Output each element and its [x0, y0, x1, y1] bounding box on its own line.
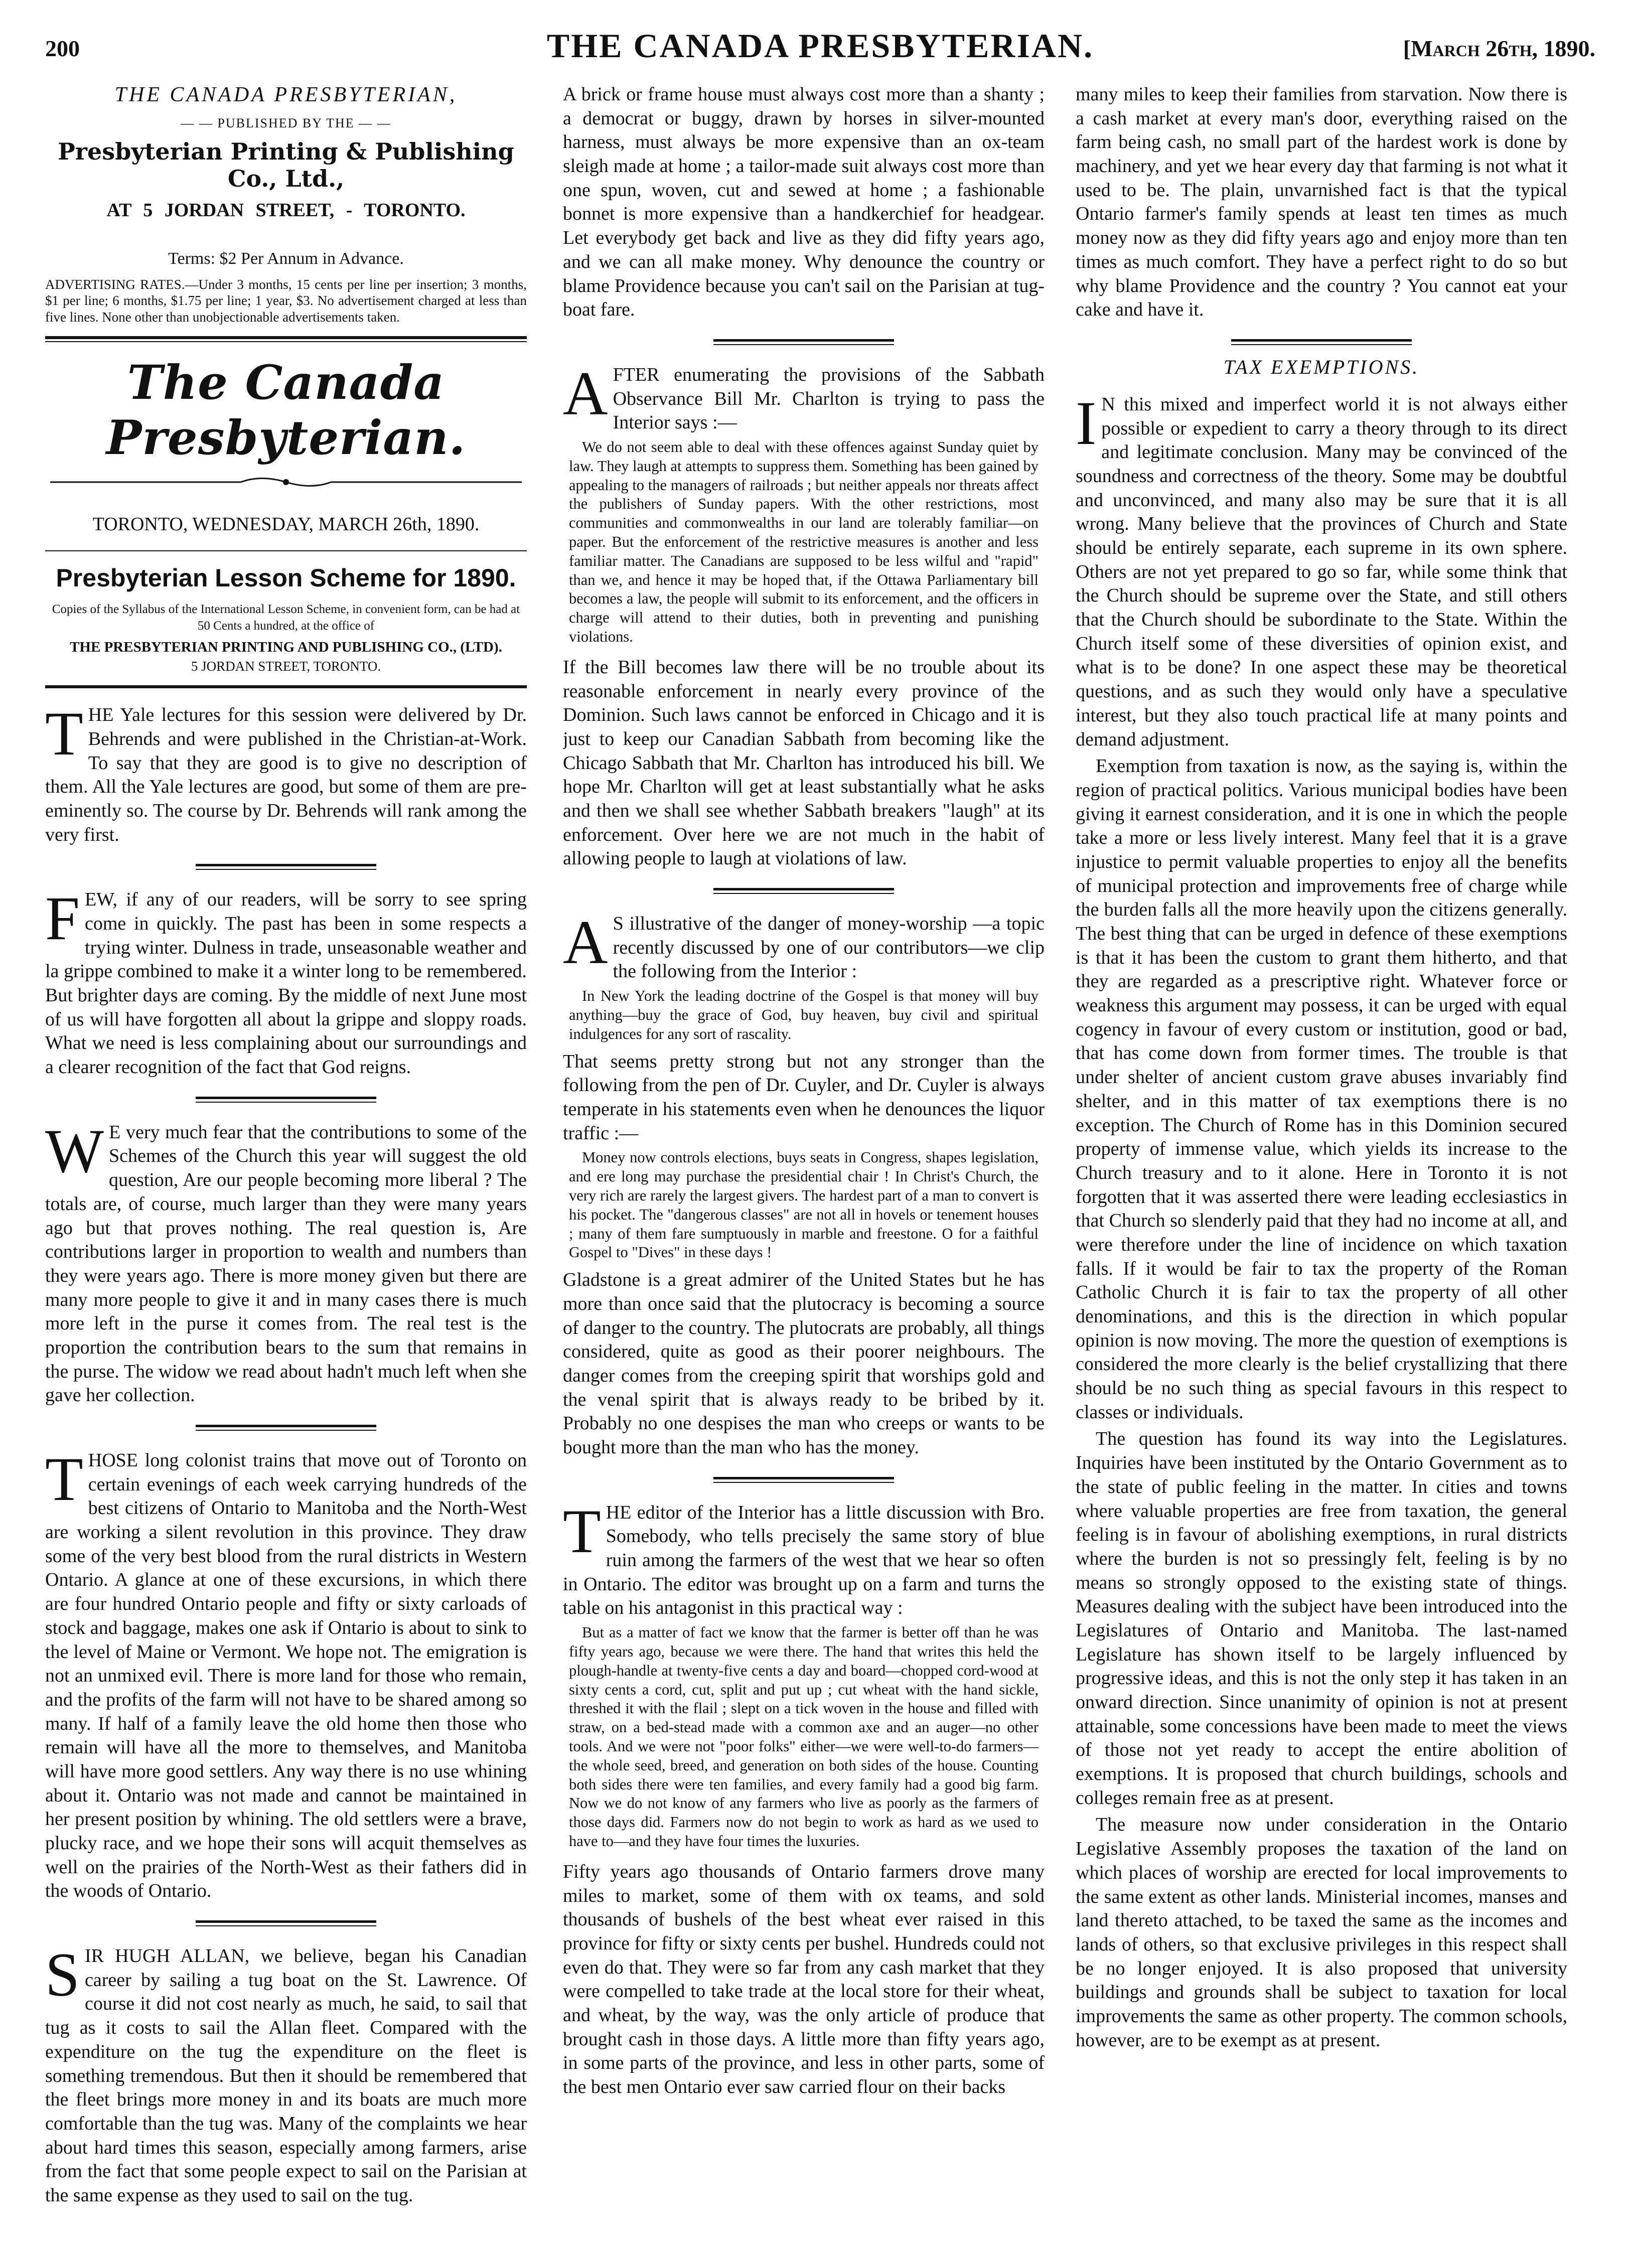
drop-cap: T — [563, 1496, 601, 1566]
quoted-passage: We do not seem able to deal with these offences against Sunday quiet by law. They laugh at attempts to suppress them. Something has been gained by appealing to the managers of railroads ; but neither appeals nor threats affect the publishers of Sunday papers. With the other restrictions, most communities and commonwealths in our land are tolerably familiar—on paper. But the enforcement of the restrictive measures is another and less familiar matter. The Canadians are supposed to be less wilful and "rapid" than we, and hence it may be hoped that, if the Ottawa Parliamentary bill becomes a law, the people will submit to its enforcement, and the officers in charge will attend to their duties, both in preventing and punishing violations. — [569, 438, 1039, 646]
separator — [196, 1920, 376, 1926]
article-text: Fifty years ago thousands of Ontario farmers drove many miles to market, some of them with ox teams, and sold thousands of bushels of the best wheat ever raised in this province for fifty or sixty cents per bushel. Hundreds could not even do that. They were so far from any cash market that they were compelled to take trade at the local store for their wheat, and wheat, by the way, was the only article of produce that brought cash in those days. A little more than fifty years ago, in some parts of the province, and less in other parts, some of the best men Ontario ever saw carried flour on their backs — [563, 1861, 1045, 2098]
masthead-title: THE CANADA PRESBYTERIAN, — [114, 83, 458, 106]
article-paragraph: The question has found its way into the Legislatures. Inquiries have been instituted by the Ontario Government as to the state of public feeling in the matter. In cities and towns where valuable properties are free from taxation, the general feeling is in favour of abolishing exemptions, in rural districts where the burden is not so pressingly felt, feeling is by no means so strongly opposed to the existing state of things. Measures dealing with the subject have been introduced into the Legislatures of Ontario and Manitoba. The last-named Legislature has shown itself to be largely influenced by progressive ideas, and this is not the only step it has taken in an onward direction. Since unanimity of opinion is not at present attainable, some concessions have been made to meet the views of those not yet ready to accept the entire abolition of exemptions. It is proposed that church buildings, schools and colleges remain free as at present. — [1076, 1428, 1567, 1808]
rule — [45, 685, 527, 688]
masthead-published-by: — — PUBLISHED BY THE — — — [181, 116, 391, 130]
article-hugh-allan-continued: A brick or frame house must always cost more than a shanty ; a democrat or buggy, drawn by horses in silver-mounted harness, must always be more expensive than an ox-team sleigh made at home ; a tailor-made suit always cost more than one spun, woven, cut and sewed at home ; a fashionable bonnet is more expensive than a handkerchief for headgear. Let everybody get back and live as they did fifty years ago, and we can all make money. Why denounce the country or blame Providence because you can't sail on the Parisian at tug-boat fare. — [563, 84, 1045, 321]
article-intro: FTER enumerating the provisions of the Sabbath Observance Bill Mr. Charlton is trying to pass the Interior says :— — [613, 364, 1045, 433]
drop-cap: S — [45, 1940, 80, 2010]
drop-cap: I — [1076, 388, 1097, 458]
article-yale-lectures — [45, 699, 527, 847]
article-intro: HE editor of the Interior has a little discussion with Bro. Somebody, who tells precisely the same story of blue ruin among the farmers of the west that we hear so often in Ontario. The editor was brought up on a farm and turns the table on his antagonist in this practical way : — [563, 1501, 1045, 1619]
article-paragraph: The measure now under consideration in the Ontario Legislative Assembly proposes the taxation of the land on which places of worship are erected for local improvements to the same extent as other lands. Ministerial incomes, manses and land thereto attached, to be taxed the same as the incomes and lands of others, so that exclusive privileges in this respect shall be no longer enjoyed. It is also proposed that university buildings and grounds shall be subject to taxation for local improvements the same as other property. The common schools, however, are to be exempt as at present. — [1076, 1814, 1567, 2051]
page-number: 200 — [45, 36, 80, 61]
section-heading: TAX EXEMPTIONS. — [1223, 355, 1420, 378]
masthead — [45, 83, 527, 688]
article-interior-farmers-continued: many miles to keep their families from starvation. Now there is a cash market at every man's door, everything raised on the farm being cash, no small part of the hardest work is done by machinery, and yet we hear every day that farming is not what it used to be. The plain, unvarnished fact is that the typical Ontario farmer's family spends at least ten times as much money now as they did fifty years ago and enjoy more than ten times as much comfort. They have a perfect right to do so but why blame Providence and the country ? You cannot eat your cake and have it. — [1076, 84, 1567, 321]
rule — [45, 341, 527, 342]
drop-cap: A — [563, 908, 608, 977]
rule — [45, 550, 527, 551]
quoted-passage: In New York the leading doctrine of the Gospel is that money will buy anything—buy the grace of God, buy heaven, buy civil and spiritual indulgences for any sort of rascality. — [569, 987, 1039, 1042]
article-text: EW, if any of our readers, will be sorry to see spring come in quickly. The past has been in some respects a trying winter. Dulness in trade, unseasonable weather and la grippe combined to make it a winter long to be remembered. But brighter days are coming. By the middle of next June most of us will have forgotten all about la grippe and sloppy roads. What we need is less complaining about our surroundings and a clearer recognition of the fact that God reigns. — [45, 889, 527, 1078]
drop-cap: T — [45, 699, 83, 769]
separator — [196, 864, 376, 870]
separator — [196, 1425, 376, 1431]
lesson-scheme-address: 5 JORDAN STREET, TORONTO. — [191, 659, 381, 674]
separator — [1231, 339, 1412, 345]
separator — [196, 1097, 376, 1103]
article-hugh-allan — [45, 1940, 527, 2208]
nameplate: The Canada Presbyterian. — [106, 355, 466, 466]
rule — [45, 336, 527, 339]
article-text: HE Yale lectures for this session were delivered by Dr. Behrends and were published in the Christian-at-Work. To say that they are good is to give no description of them. All the Yale lectures are good, but some of them are pre-eminently so. The course by Dr. Behrends will rank among the very first. — [45, 704, 527, 845]
lesson-scheme-company: THE PRESBYTERIAN PRINTING AND PUBLISHING CO., (LTD). — [70, 639, 502, 656]
issue-date: [March 26th, 1890. — [1403, 36, 1595, 61]
running-title: THE CANADA PRESBYTERIAN. — [546, 27, 1094, 65]
lesson-scheme-text: Copies of the Syllabus of the International Lesson Scheme, in convenient form, can be had at 50 Cents a hundred, at the office of — [52, 602, 520, 633]
quoted-passage: But as a matter of fact we know that the farmer is better off than he was fifty years ago, because we were there. The hand that writes this held the plough-handle at twenty-five cents a day and board—chopped cord-wood at sixty cents a cord, cut, split and put up ; cut wheat with the hand sickle, threshed it with the flail ; slept on a tick woven in the house and filled with straw, on a bed-stead made with a common axe and an auger—no other tools. And we were not "poor folks" either—we were well-to-do farmers—the whole seed, breed, and generation on both sides of the house. Counting both sides there were ten families, and every family had a good big farm. Now we do not know of any farmers who live as poorly as the farmers of those days did. Farmers now do not begin to work as hard as we used to have to—and they have four times the luxuries. — [569, 1624, 1039, 1850]
article-money-worship — [563, 908, 1045, 984]
article-contributions — [45, 1116, 527, 1408]
column-left — [45, 83, 527, 2255]
drop-cap: F — [45, 884, 80, 953]
masthead-company: Presbyterian Printing & Publishing Co., Ltd., — [58, 138, 514, 192]
separator — [713, 339, 894, 345]
drop-cap: W — [45, 1116, 104, 1185]
masthead-address: AT 5 JORDAN STREET, - TORONTO. — [106, 200, 466, 221]
article-spring — [45, 884, 527, 1080]
article-colonist-trains — [45, 1445, 527, 1903]
advertising-rates: ADVERTISING RATES.—Under 3 months, 15 cents per line per insertion; 3 months, $1 per line; 6 months, $1.75 per line; 1 year, $3. No advertisement charged at less than five lines. None other than unobjectionable advertisements taken. — [45, 277, 527, 325]
masthead-terms: Terms: $2 Per Annum in Advance. — [168, 249, 404, 268]
drop-cap: A — [563, 359, 608, 428]
article-interior-farmers — [563, 1496, 1045, 1620]
dateline: TORONTO, WEDNESDAY, MARCH 26th, 1890. — [92, 514, 480, 535]
drop-cap: T — [45, 1445, 83, 1514]
lesson-scheme-title: Presbyterian Lesson Scheme for 1890. — [56, 564, 516, 592]
article-text: N this mixed and imperfect world it is not always either possible or expedient to carry a theory through to its direct and legitimate conclusion. Many may be convinced of the soundness and correctness of the theory. Some may be doubtful and unconvinced, and many also may be sure that it is all wrong. Many believe that the provinces of Church and State should be entirely separate, each supreme in its own sphere. Others are not yet prepared to go so far, while some think that the Church should be supreme over the State, and still others that the Church should be subordinate to the State. Within the Church itself some of these diversities of opinion exist, and what is to be done? In one aspect these may be theoretical questions, and as such they would only have a speculative interest, but they also touch practical life at many points and demand adjustment. — [1076, 393, 1567, 750]
separator — [713, 888, 894, 894]
page-header — [45, 20, 1595, 75]
separator — [713, 1477, 894, 1483]
article-text: HOSE long colonist trains that move out of Toronto on certain evenings of each week carrying hundreds of the best citizens of Ontario to Manitoba and the North-West are working a silent revolution in this province. They draw some of the very best blood from the rural districts in Western Ontario. A glance at one of these excursions, in which there are four hundred Ontario people and fifty or sixty carloads of stock and baggage, makes one ask if Ontario is about to sink to the level of Maine or Vermont. We hope not. The emigration is not an unmixed evil. There is more land for those who remain, and the profits of the farm will not have to be shared among so many. If half of a family leave the old home then those who remain will have all the more to themselves, and Manitoba will have more good settlers. Any way there is no use whining about it. Ontario was not made and cannot be maintained in her present position by whining. The old settlers were a brave, plucky race, and we hope their sons will acquit themselves as well on the prairies of the North-West as their fathers did in the woods of Ontario. — [45, 1450, 527, 1902]
article-intro: S illustrative of the danger of money-worship —a topic recently discussed by one of our contributors—we clip the following from the Interior : — [613, 913, 1045, 982]
article-text: Gladstone is a great admirer of the United States but he has more than once said that the plutocracy is becoming a source of danger to the country. The plutocrats are probably, all things considered, quite as good as their poorer neighbours. The danger comes from the creeping spirit that worships gold and the venal spirit that is always ready to be bribed by it. Probably no one despises the man who creeps or wants to be bought more than the man who has the money. — [563, 1269, 1045, 1458]
article-text: If the Bill becomes law there will be no trouble about its reasonable enforcement in nearly every province of the Dominion. Such laws cannot be enforced in Chicago and it is just to keep our Canadian Sabbath from becoming like the Chicago Sabbath that Mr. Charlton has introduced his bill. We hope Mr. Charlton will get at least substantially what he asks and then we shall see whether Sabbath breakers "laugh" at its enforcement. Over here we are not much in the habit of allowing people to laugh at violations of law. — [563, 656, 1045, 869]
article-text: That seems pretty strong but not any stronger than the following from the pen of Dr. Cuyler, and Dr. Cuyler is always temperate in his statements even when he denounces the liquor traffic :— — [563, 1050, 1045, 1144]
column-middle — [563, 83, 1045, 2255]
quoted-passage: Money now controls elections, buys seats in Congress, shapes legislation, and ere long may purchase the presidential chair ! In Christ's Church, the very rich are rarely the largest givers. The hardest part of a man to convert is his pocket. The "dangerous classes" are not all in hovels or tenement houses ; many of them fare sumptuously in marble and freestone. O for a faithful Gospel to "Dives" in these days ! — [569, 1149, 1039, 1261]
article-sabbath-bill — [563, 359, 1045, 435]
column-right — [1076, 83, 1567, 2255]
article-tax-exemptions — [1076, 388, 1567, 751]
ornament-rule — [45, 474, 527, 491]
article-text: E very much fear that the contributions to some of the Schemes of the Church this year will suggest the old question, Are our people becoming more liberal ? The totals are, of course, much larger than they were many years ago but that proves nothing. The real question is, Are contributions larger in proportion to wealth and numbers than they were years ago. There is more money given but there are many more people to give it and in many cases there is much more left in the purse it comes from. The real test is the proportion the contribution bears to the sum that remains in the purse. The widow we read about hadn't much left when she gave her collection. — [45, 1121, 527, 1406]
article-paragraph: Exemption from taxation is now, as the saying is, within the region of practical politics. Various municipal bodies have been giving it earnest consideration, and it is one in which the people take a more or less lively interest. Many feel that it is a grave injustice to permit valuable properties to enjoy all the benefits of municipal protection and improvements free of charge while the burden falls all the more heavily upon the citizens generally. The best thing that can be urged in defence of these exemptions is that it has been the custom to grant them hitherto, and that they are regarded as a prescriptive right. Whatever force or weakness this argument may possess, it can be urged with equal cogency in favour of every custom or institution, good or bad, that has come down from former times. The trouble is that under shelter of ancient custom grave abuses invariably find shelter, and in this matter of tax exemptions there is no exception. The Church of Rome has in this Dominion secured property of immense value, which yields its increase to the Church treasury and to it alone. Here in Toronto it is not forgotten that it was asserted there were leading ecclesiastics in that Church so slenderly paid that they had no income at all, and were therefore under the line of incidence on which taxation falls. If it would be fair to tax the property of the Roman Catholic Church it is fair to tax the property of all other denominations, and this is the direction in which popular opinion is now moving. The more the question of exemptions is considered the more clearly is the belief crystallizing that there should be no such thing as special favours in this respect to classes or individuals. — [1076, 755, 1567, 1423]
article-text: IR HUGH ALLAN, we believe, began his Canadian career by sailing a tug boat on the St. Lawrence. Of course it did not cost nearly as much, he said, to sail that tug as it costs to sail the Allan fleet. Compared with the expenditure on the tug the expenditure on the fleet is something tremendous. But then it should be remembered that the fleet brings more money in and its boats are much more comfortable than the tug was. Many of the complaints we hear about hard times this season, especially among farmers, arise from the fact that some people expect to sail on the Parisian at the same expense as they used to sail on the tug. — [45, 1945, 527, 2206]
